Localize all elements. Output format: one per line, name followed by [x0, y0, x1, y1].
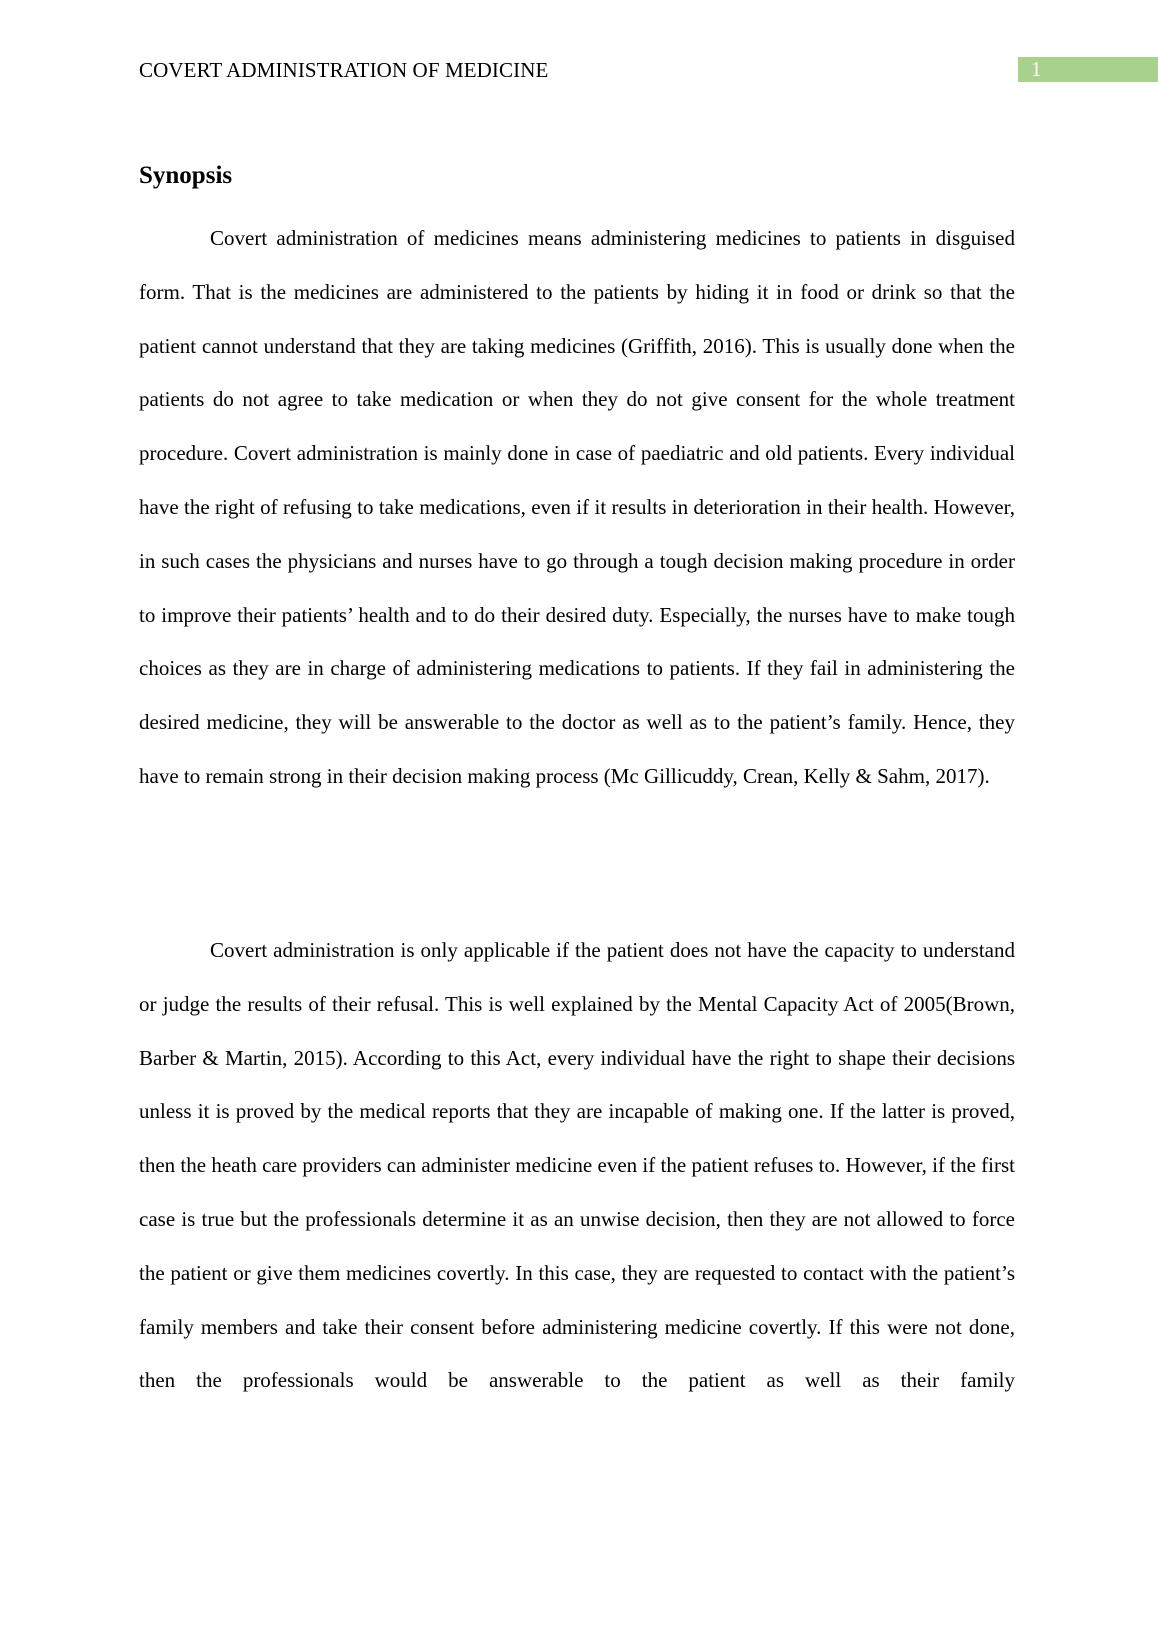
- section-heading: Synopsis: [139, 162, 233, 189]
- body-paragraph-2: Covert administration is only applicable if the patient does not have the capacity to understand or judge the results of their refusal. This is well explained by the Mental Capacity Act of 2005(Brown, Barber & Martin, 2015). According to this Act, every individual have the right to shape their decisions unless it is proved by the medical reports that they are incapable of making one. If the latter is proved, then the heath care providers can administer medicine even if the patient refuses to. However, if the first case is true but the professionals determine it as an unwise decision, then they are not allowed to force the patient or give them medicines covertly. In this case, they are requested to contact with the patient’s family members and take their consent before administering medicine covertly. If this were not done, then the professionals would be answerable to the patient as well as their family: [139, 938, 1015, 1393]
- page-number-bar: [1018, 57, 1158, 82]
- running-head: COVERT ADMINISTRATION OF MEDICINE: [139, 58, 549, 82]
- body-paragraph-1: Covert administration of medicines means administering medicines to patients in disguised form. That is the medicines are administered to the patients by hiding it in food or drink so that the patient cannot understand that they are taking medicines (Griffith, 2016). This is usually done when the patients do not agree to take medication or when they do not give consent for the whole treatment procedure. Covert administration is mainly done in case of paediatric and old patients. Every individual have the right of refusing to take medications, even if it results in deterioration in their health. However, in such cases the physicians and nurses have to go through a tough decision making procedure in order to improve their patients’ health and to do their desired duty. Especially, the nurses have to make tough choices as they are in charge of administering medications to patients. If they fail in administering the desired medicine, they will be answerable to the doctor as well as to the patient’s family. Hence, they have to remain strong in their decision making process (Mc Gillicuddy, Crean, Kelly & Sahm, 2017).: [139, 226, 1015, 788]
- page-number: 1: [1031, 57, 1042, 81]
